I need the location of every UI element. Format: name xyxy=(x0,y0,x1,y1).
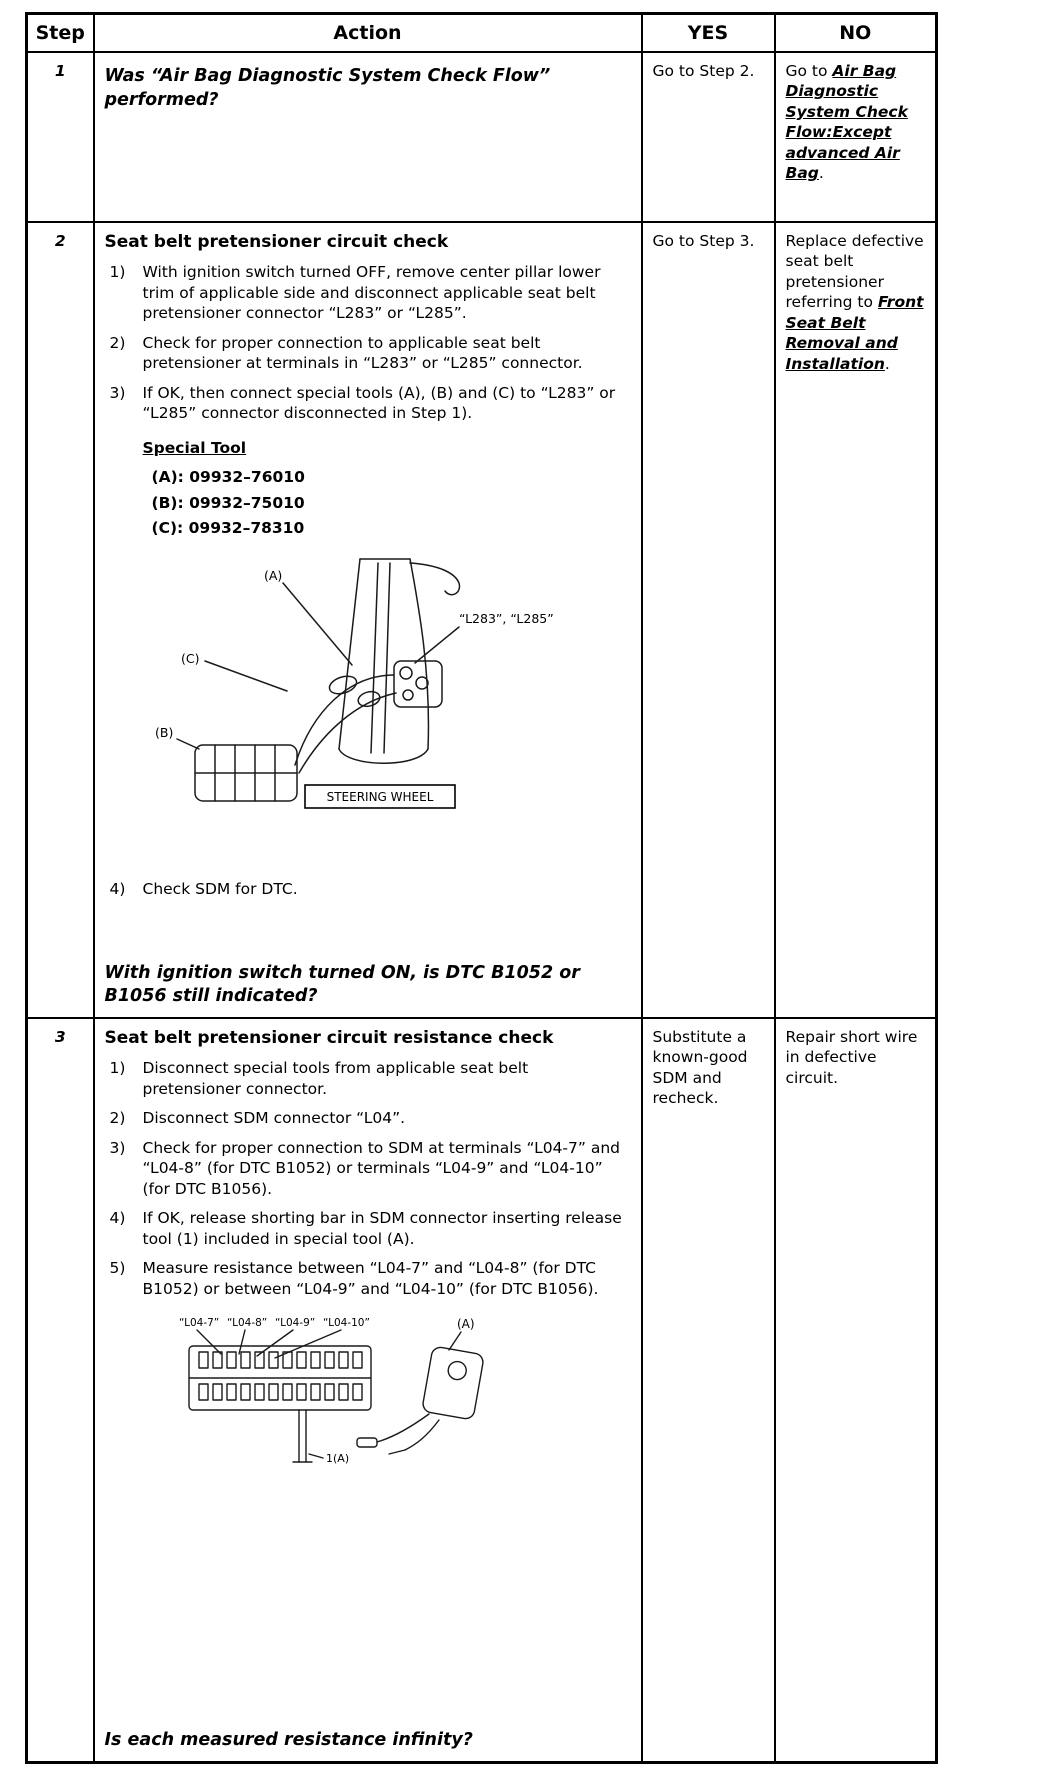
figure-pin-label-l04-7: “L04-7” xyxy=(178,1316,219,1329)
action-step-item xyxy=(110,262,631,323)
action-step-item xyxy=(110,879,631,899)
step-item-text: With ignition switch turned OFF, remove center pillar lower trim of applicable side and disconnect applicable seat belt pretensioner connector “L283” or “L285”. xyxy=(142,263,601,323)
action-step-item xyxy=(110,1058,631,1099)
special-tool-c: (C): 09932–78310 xyxy=(151,518,305,537)
action-step-item xyxy=(110,1258,631,1299)
action-question-2: With ignition switch turned ON, is DTC B1052 or B1056 still indicated? xyxy=(104,962,580,1007)
table-row-step-1 xyxy=(27,52,937,222)
special-tool-a: (A): 09932–76010 xyxy=(151,468,305,487)
step-item-number: 1) xyxy=(109,263,126,282)
yes-cell-2 xyxy=(642,222,775,1018)
figure-pin-label-l04-10: “L04-10” xyxy=(322,1316,370,1329)
step-item-text: Measure resistance between “L04-7” and “L04-8” (for DTC B1052) or between “L04-9” and “L04-10” (for DTC B1056). xyxy=(142,1259,599,1298)
steering-wheel-caption xyxy=(305,785,455,808)
yes-instruction-3: Substitute a known-good SDM and recheck. xyxy=(652,1028,748,1108)
action-question-3: Is each measured resistance infinity? xyxy=(104,1730,473,1751)
figure-line-art xyxy=(177,559,460,801)
table-row-step-3 xyxy=(27,1018,937,1763)
special-tool-heading: Special Tool xyxy=(142,438,247,457)
action-content-3 xyxy=(105,1027,631,1753)
action-cell-3 xyxy=(94,1018,642,1763)
sdm-connector-resistance-figure xyxy=(175,1312,615,1486)
no-link-front-seat-belt-removal[interactable]: Front Seat Belt Removal and Installation xyxy=(785,293,924,373)
sdm-connector-figure-wrapper xyxy=(175,1312,631,1491)
figure-release-tool-label: 1(A) xyxy=(325,1451,349,1465)
yes-cell-1 xyxy=(642,52,775,222)
step-item-number: 3) xyxy=(109,1138,126,1157)
action-step-item xyxy=(110,1208,631,1249)
no-cell-3 xyxy=(775,1018,937,1763)
action-step-item xyxy=(110,1108,631,1128)
no-suffix-1: . xyxy=(818,164,824,183)
yes-instruction-2: Go to Step 3. xyxy=(652,232,755,250)
step-item-text: Check for proper connection to applicable seat belt pretensioner at terminals in “L283” or “L285” connector. xyxy=(142,333,583,373)
header-cell-yes: YES xyxy=(642,14,775,53)
no-prefix-1: Go to xyxy=(785,62,833,80)
no-link-air-bag-diagnostic-flow[interactable]: Air Bag Diagnostic System Check Flow:Except advanced Air Bag xyxy=(785,62,908,183)
action-content-1 xyxy=(105,61,631,213)
header-cell-no: NO xyxy=(775,14,937,53)
step-item-number: 3) xyxy=(109,383,126,402)
action-step-item xyxy=(110,383,631,424)
step-item-text: Disconnect SDM connector “L04”. xyxy=(142,1109,406,1128)
action-title-3: Seat belt pretensioner circuit resistance check xyxy=(104,1028,554,1048)
action-question-1: Was “Air Bag Diagnostic System Check Flow” performed? xyxy=(104,66,551,110)
step-number-1: 1 xyxy=(27,52,94,222)
diagnostic-table xyxy=(25,12,938,1764)
step-number-3: 3 xyxy=(27,1018,94,1763)
step-item-number: 2) xyxy=(109,1109,126,1128)
pretensioner-figure-wrapper xyxy=(147,553,631,834)
no-instruction-3: Repair short wire in defective circuit. xyxy=(785,1028,918,1087)
step-item-text: Check for proper connection to SDM at terminals “L04-7” and “L04-8” (for DTC B1052) or terminals “L04-9” and “L04-10” (for DTC B1056). xyxy=(142,1138,621,1198)
no-prefix-2: Replace defective seat belt pretensioner referring to xyxy=(785,232,924,312)
figure-line-art xyxy=(189,1330,484,1462)
no-cell-1 xyxy=(775,52,937,222)
step-item-text: Check SDM for DTC. xyxy=(142,879,298,898)
action-cell-1 xyxy=(94,52,642,222)
yes-instruction-1: Go to Step 2. xyxy=(652,62,755,80)
step-item-number: 5) xyxy=(109,1259,126,1278)
figure-label-c: (C) xyxy=(180,651,199,667)
step-item-text: If OK, then connect special tools (A), (B) and (C) to “L283” or “L285” connector disconnected in Step 1). xyxy=(142,383,616,423)
figure-label-b: (B) xyxy=(154,725,173,741)
step-item-text: Disconnect special tools from applicable seat belt pretensioner connector. xyxy=(142,1059,529,1098)
action-cell-2 xyxy=(94,222,642,1018)
figure-connector-label: “L283”, “L285” xyxy=(458,611,554,627)
special-tool-b: (B): 09932–75010 xyxy=(151,493,305,512)
steering-wheel-caption-text: STEERING WHEEL xyxy=(326,790,433,805)
figure-tester-label-a: (A) xyxy=(456,1316,475,1331)
action-title-2: Seat belt pretensioner circuit check xyxy=(104,232,449,252)
figure-pin-label-l04-9: “L04-9” xyxy=(274,1316,315,1329)
action-content-2 xyxy=(105,231,631,1009)
no-instruction-1 xyxy=(786,61,926,184)
step-number-2: 2 xyxy=(27,222,94,1018)
step-item-number: 4) xyxy=(109,1209,126,1228)
no-cell-2 xyxy=(775,222,937,1018)
header-cell-step: Step xyxy=(27,14,94,53)
figure-label-a: (A) xyxy=(263,568,282,584)
action-step-item xyxy=(110,1138,631,1199)
figure-pin-label-l04-8: “L04-8” xyxy=(226,1316,267,1329)
action-step-item xyxy=(110,333,631,374)
step-item-number: 1) xyxy=(109,1059,126,1078)
step-item-number: 4) xyxy=(109,879,126,898)
step-item-number: 2) xyxy=(109,333,126,352)
steering-wheel-pretensioner-figure xyxy=(147,553,577,829)
no-instruction-2 xyxy=(786,231,926,374)
no-suffix-2: . xyxy=(884,354,890,373)
step-item-text: If OK, release shorting bar in SDM connector inserting release tool (1) included in special tool (A). xyxy=(142,1209,622,1248)
yes-cell-3 xyxy=(642,1018,775,1763)
table-row-step-2 xyxy=(27,222,937,1018)
header-cell-action: Action xyxy=(94,14,642,53)
header-row xyxy=(27,14,937,53)
